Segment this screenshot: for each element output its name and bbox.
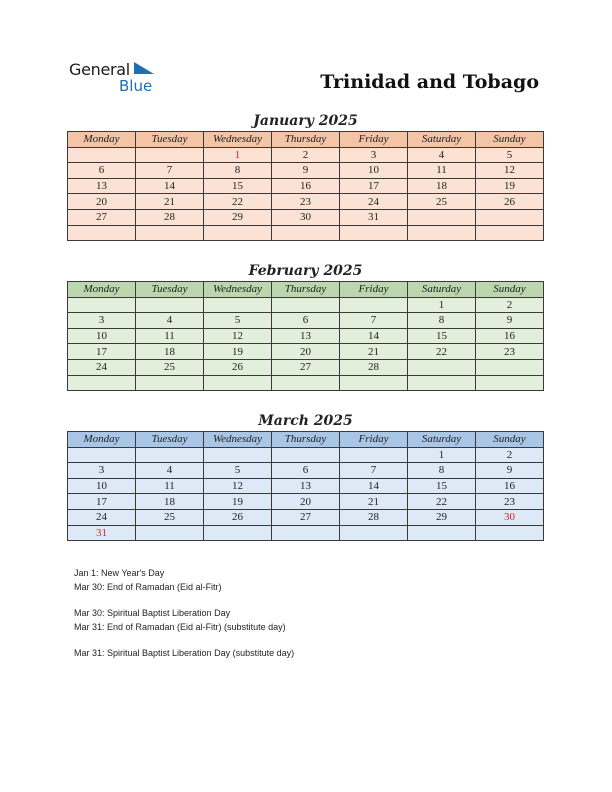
day-cell bbox=[136, 225, 204, 241]
weekday-header: Wednesday bbox=[204, 132, 272, 148]
day-cell bbox=[136, 525, 204, 541]
day-cell bbox=[340, 297, 408, 313]
day-cell: 6 bbox=[272, 463, 340, 479]
weekday-header: Thursday bbox=[272, 132, 340, 148]
day-cell: 14 bbox=[340, 478, 408, 494]
day-cell: 11 bbox=[136, 478, 204, 494]
day-cell: 3 bbox=[340, 147, 408, 163]
day-cell: 15 bbox=[204, 178, 272, 194]
day-cell: 10 bbox=[340, 163, 408, 179]
holiday-note: Jan 1: New Year's Day bbox=[74, 568, 165, 578]
week-row bbox=[68, 509, 544, 525]
weekday-header: Friday bbox=[340, 432, 408, 448]
day-cell bbox=[408, 209, 476, 225]
day-cell: 25 bbox=[408, 194, 476, 210]
day-cell: 11 bbox=[408, 163, 476, 179]
calendar-table bbox=[67, 431, 544, 541]
day-cell: 26 bbox=[204, 359, 272, 375]
day-cell bbox=[340, 225, 408, 241]
weekday-header: Saturday bbox=[408, 132, 476, 148]
week-row bbox=[68, 194, 544, 210]
day-cell: 1 bbox=[408, 447, 476, 463]
day-cell: 12 bbox=[204, 328, 272, 344]
day-cell: 1 bbox=[408, 297, 476, 313]
day-cell: 13 bbox=[272, 328, 340, 344]
week-row bbox=[68, 209, 544, 225]
day-cell: 21 bbox=[340, 344, 408, 360]
month-march bbox=[67, 411, 544, 541]
week-row bbox=[68, 147, 544, 163]
day-cell: 16 bbox=[476, 328, 544, 344]
weekday-header: Sunday bbox=[476, 132, 544, 148]
day-cell: 27 bbox=[272, 359, 340, 375]
day-cell: 1 bbox=[204, 147, 272, 163]
day-cell bbox=[272, 375, 340, 391]
day-cell: 29 bbox=[408, 509, 476, 525]
week-row bbox=[68, 375, 544, 391]
day-cell: 28 bbox=[340, 509, 408, 525]
day-cell: 30 bbox=[272, 209, 340, 225]
month-title: February 2025 bbox=[248, 263, 363, 279]
day-cell bbox=[476, 209, 544, 225]
weekday-header: Sunday bbox=[476, 432, 544, 448]
day-cell bbox=[476, 359, 544, 375]
day-cell: 3 bbox=[68, 313, 136, 329]
day-cell bbox=[272, 225, 340, 241]
day-cell: 21 bbox=[340, 494, 408, 510]
day-cell: 11 bbox=[136, 328, 204, 344]
week-row bbox=[68, 163, 544, 179]
month-title: January 2025 bbox=[253, 113, 358, 129]
holiday-notes bbox=[74, 567, 294, 661]
weekday-header: Wednesday bbox=[204, 282, 272, 298]
day-cell: 7 bbox=[340, 463, 408, 479]
week-row bbox=[68, 525, 544, 541]
day-cell: 6 bbox=[272, 313, 340, 329]
day-cell bbox=[272, 447, 340, 463]
day-cell: 29 bbox=[204, 209, 272, 225]
day-cell bbox=[136, 147, 204, 163]
day-cell: 27 bbox=[68, 209, 136, 225]
day-cell bbox=[136, 297, 204, 313]
day-cell bbox=[68, 375, 136, 391]
day-cell: 13 bbox=[68, 178, 136, 194]
day-cell: 20 bbox=[272, 344, 340, 360]
day-cell: 13 bbox=[272, 478, 340, 494]
weekday-header: Tuesday bbox=[136, 282, 204, 298]
day-cell: 24 bbox=[340, 194, 408, 210]
day-cell: 14 bbox=[136, 178, 204, 194]
weekday-header: Thursday bbox=[272, 432, 340, 448]
day-cell: 23 bbox=[476, 494, 544, 510]
weekday-header: Monday bbox=[68, 132, 136, 148]
week-row bbox=[68, 478, 544, 494]
day-cell: 6 bbox=[68, 163, 136, 179]
day-cell: 17 bbox=[68, 494, 136, 510]
day-cell bbox=[136, 375, 204, 391]
day-cell: 12 bbox=[476, 163, 544, 179]
day-cell: 14 bbox=[340, 328, 408, 344]
weekday-header: Friday bbox=[340, 282, 408, 298]
day-cell bbox=[340, 375, 408, 391]
day-cell: 26 bbox=[204, 509, 272, 525]
day-cell bbox=[340, 525, 408, 541]
day-cell bbox=[272, 297, 340, 313]
day-cell: 9 bbox=[476, 463, 544, 479]
day-cell: 31 bbox=[340, 209, 408, 225]
week-row bbox=[68, 297, 544, 313]
day-cell: 20 bbox=[272, 494, 340, 510]
day-cell: 7 bbox=[136, 163, 204, 179]
day-cell bbox=[204, 297, 272, 313]
day-cell bbox=[68, 297, 136, 313]
weekday-header-row bbox=[68, 132, 544, 148]
holiday-note: Mar 30: Spiritual Baptist Liberation Day bbox=[74, 608, 231, 618]
day-cell: 19 bbox=[476, 178, 544, 194]
day-cell bbox=[204, 525, 272, 541]
day-cell: 12 bbox=[204, 478, 272, 494]
day-cell: 20 bbox=[68, 194, 136, 210]
week-row bbox=[68, 463, 544, 479]
day-cell bbox=[272, 525, 340, 541]
weekday-header: Thursday bbox=[272, 282, 340, 298]
holiday-note: Mar 30: End of Ramadan (Eid al-Fitr) bbox=[74, 581, 222, 592]
day-cell bbox=[476, 375, 544, 391]
day-cell bbox=[408, 525, 476, 541]
day-cell: 18 bbox=[408, 178, 476, 194]
week-row bbox=[68, 225, 544, 241]
day-cell: 2 bbox=[476, 447, 544, 463]
calendar-body bbox=[68, 147, 544, 241]
day-cell: 22 bbox=[204, 194, 272, 210]
day-cell: 4 bbox=[136, 463, 204, 479]
week-row bbox=[68, 328, 544, 344]
page-title: Trinidad and Tobago bbox=[320, 71, 539, 93]
day-cell bbox=[408, 375, 476, 391]
day-cell: 19 bbox=[204, 344, 272, 360]
day-cell: 2 bbox=[272, 147, 340, 163]
logo bbox=[69, 60, 179, 98]
weekday-header: Wednesday bbox=[204, 432, 272, 448]
day-cell: 3 bbox=[68, 463, 136, 479]
day-cell: 23 bbox=[476, 344, 544, 360]
weekday-header: Tuesday bbox=[136, 432, 204, 448]
weekday-header: Saturday bbox=[408, 282, 476, 298]
calendar-body bbox=[68, 447, 544, 541]
day-cell: 23 bbox=[272, 194, 340, 210]
weekday-header: Tuesday bbox=[136, 132, 204, 148]
day-cell bbox=[204, 375, 272, 391]
day-cell: 9 bbox=[272, 163, 340, 179]
day-cell: 28 bbox=[340, 359, 408, 375]
day-cell: 10 bbox=[68, 478, 136, 494]
calendar-table bbox=[67, 281, 544, 391]
month-february bbox=[67, 261, 544, 391]
calendar-body bbox=[68, 297, 544, 391]
month-january bbox=[67, 111, 544, 241]
weekday-header-row bbox=[68, 282, 544, 298]
week-row bbox=[68, 344, 544, 360]
day-cell bbox=[340, 447, 408, 463]
day-cell: 5 bbox=[204, 463, 272, 479]
day-cell bbox=[68, 447, 136, 463]
day-cell: 17 bbox=[340, 178, 408, 194]
day-cell: 26 bbox=[476, 194, 544, 210]
day-cell: 24 bbox=[68, 359, 136, 375]
day-cell bbox=[204, 225, 272, 241]
week-row bbox=[68, 447, 544, 463]
weekday-header: Monday bbox=[68, 282, 136, 298]
day-cell: 5 bbox=[476, 147, 544, 163]
day-cell bbox=[68, 225, 136, 241]
day-cell: 30 bbox=[476, 509, 544, 525]
day-cell: 25 bbox=[136, 359, 204, 375]
day-cell: 31 bbox=[68, 525, 136, 541]
holiday-note: Mar 31: End of Ramadan (Eid al-Fitr) (substitute day) bbox=[74, 621, 286, 632]
week-row bbox=[68, 313, 544, 329]
day-cell: 16 bbox=[272, 178, 340, 194]
day-cell: 24 bbox=[68, 509, 136, 525]
week-row bbox=[68, 359, 544, 375]
day-cell bbox=[408, 225, 476, 241]
day-cell bbox=[204, 447, 272, 463]
day-cell: 2 bbox=[476, 297, 544, 313]
day-cell: 22 bbox=[408, 344, 476, 360]
day-cell bbox=[408, 359, 476, 375]
weekday-header: Saturday bbox=[408, 432, 476, 448]
week-row bbox=[68, 494, 544, 510]
logo-flag-icon bbox=[134, 62, 154, 78]
calendar-table bbox=[67, 131, 544, 241]
day-cell: 5 bbox=[204, 313, 272, 329]
day-cell: 4 bbox=[136, 313, 204, 329]
day-cell: 27 bbox=[272, 509, 340, 525]
day-cell: 10 bbox=[68, 328, 136, 344]
day-cell: 8 bbox=[408, 463, 476, 479]
day-cell: 22 bbox=[408, 494, 476, 510]
day-cell: 25 bbox=[136, 509, 204, 525]
day-cell bbox=[68, 147, 136, 163]
month-title: March 2025 bbox=[258, 413, 353, 429]
day-cell: 7 bbox=[340, 313, 408, 329]
logo-text-general: General bbox=[69, 60, 130, 79]
weekday-header: Sunday bbox=[476, 282, 544, 298]
day-cell: 9 bbox=[476, 313, 544, 329]
weekday-header: Monday bbox=[68, 432, 136, 448]
day-cell bbox=[476, 225, 544, 241]
day-cell: 16 bbox=[476, 478, 544, 494]
weekday-header: Friday bbox=[340, 132, 408, 148]
day-cell: 18 bbox=[136, 344, 204, 360]
day-cell bbox=[476, 525, 544, 541]
day-cell: 4 bbox=[408, 147, 476, 163]
holiday-note: Mar 31: Spiritual Baptist Liberation Day (substitute day) bbox=[74, 648, 295, 658]
weekday-header-row bbox=[68, 432, 544, 448]
day-cell: 21 bbox=[136, 194, 204, 210]
logo-text-blue: Blue bbox=[119, 77, 153, 95]
day-cell: 19 bbox=[204, 494, 272, 510]
day-cell: 17 bbox=[68, 344, 136, 360]
day-cell: 15 bbox=[408, 478, 476, 494]
day-cell: 28 bbox=[136, 209, 204, 225]
week-row bbox=[68, 178, 544, 194]
day-cell bbox=[136, 447, 204, 463]
day-cell: 15 bbox=[408, 328, 476, 344]
day-cell: 8 bbox=[204, 163, 272, 179]
day-cell: 18 bbox=[136, 494, 204, 510]
day-cell: 8 bbox=[408, 313, 476, 329]
